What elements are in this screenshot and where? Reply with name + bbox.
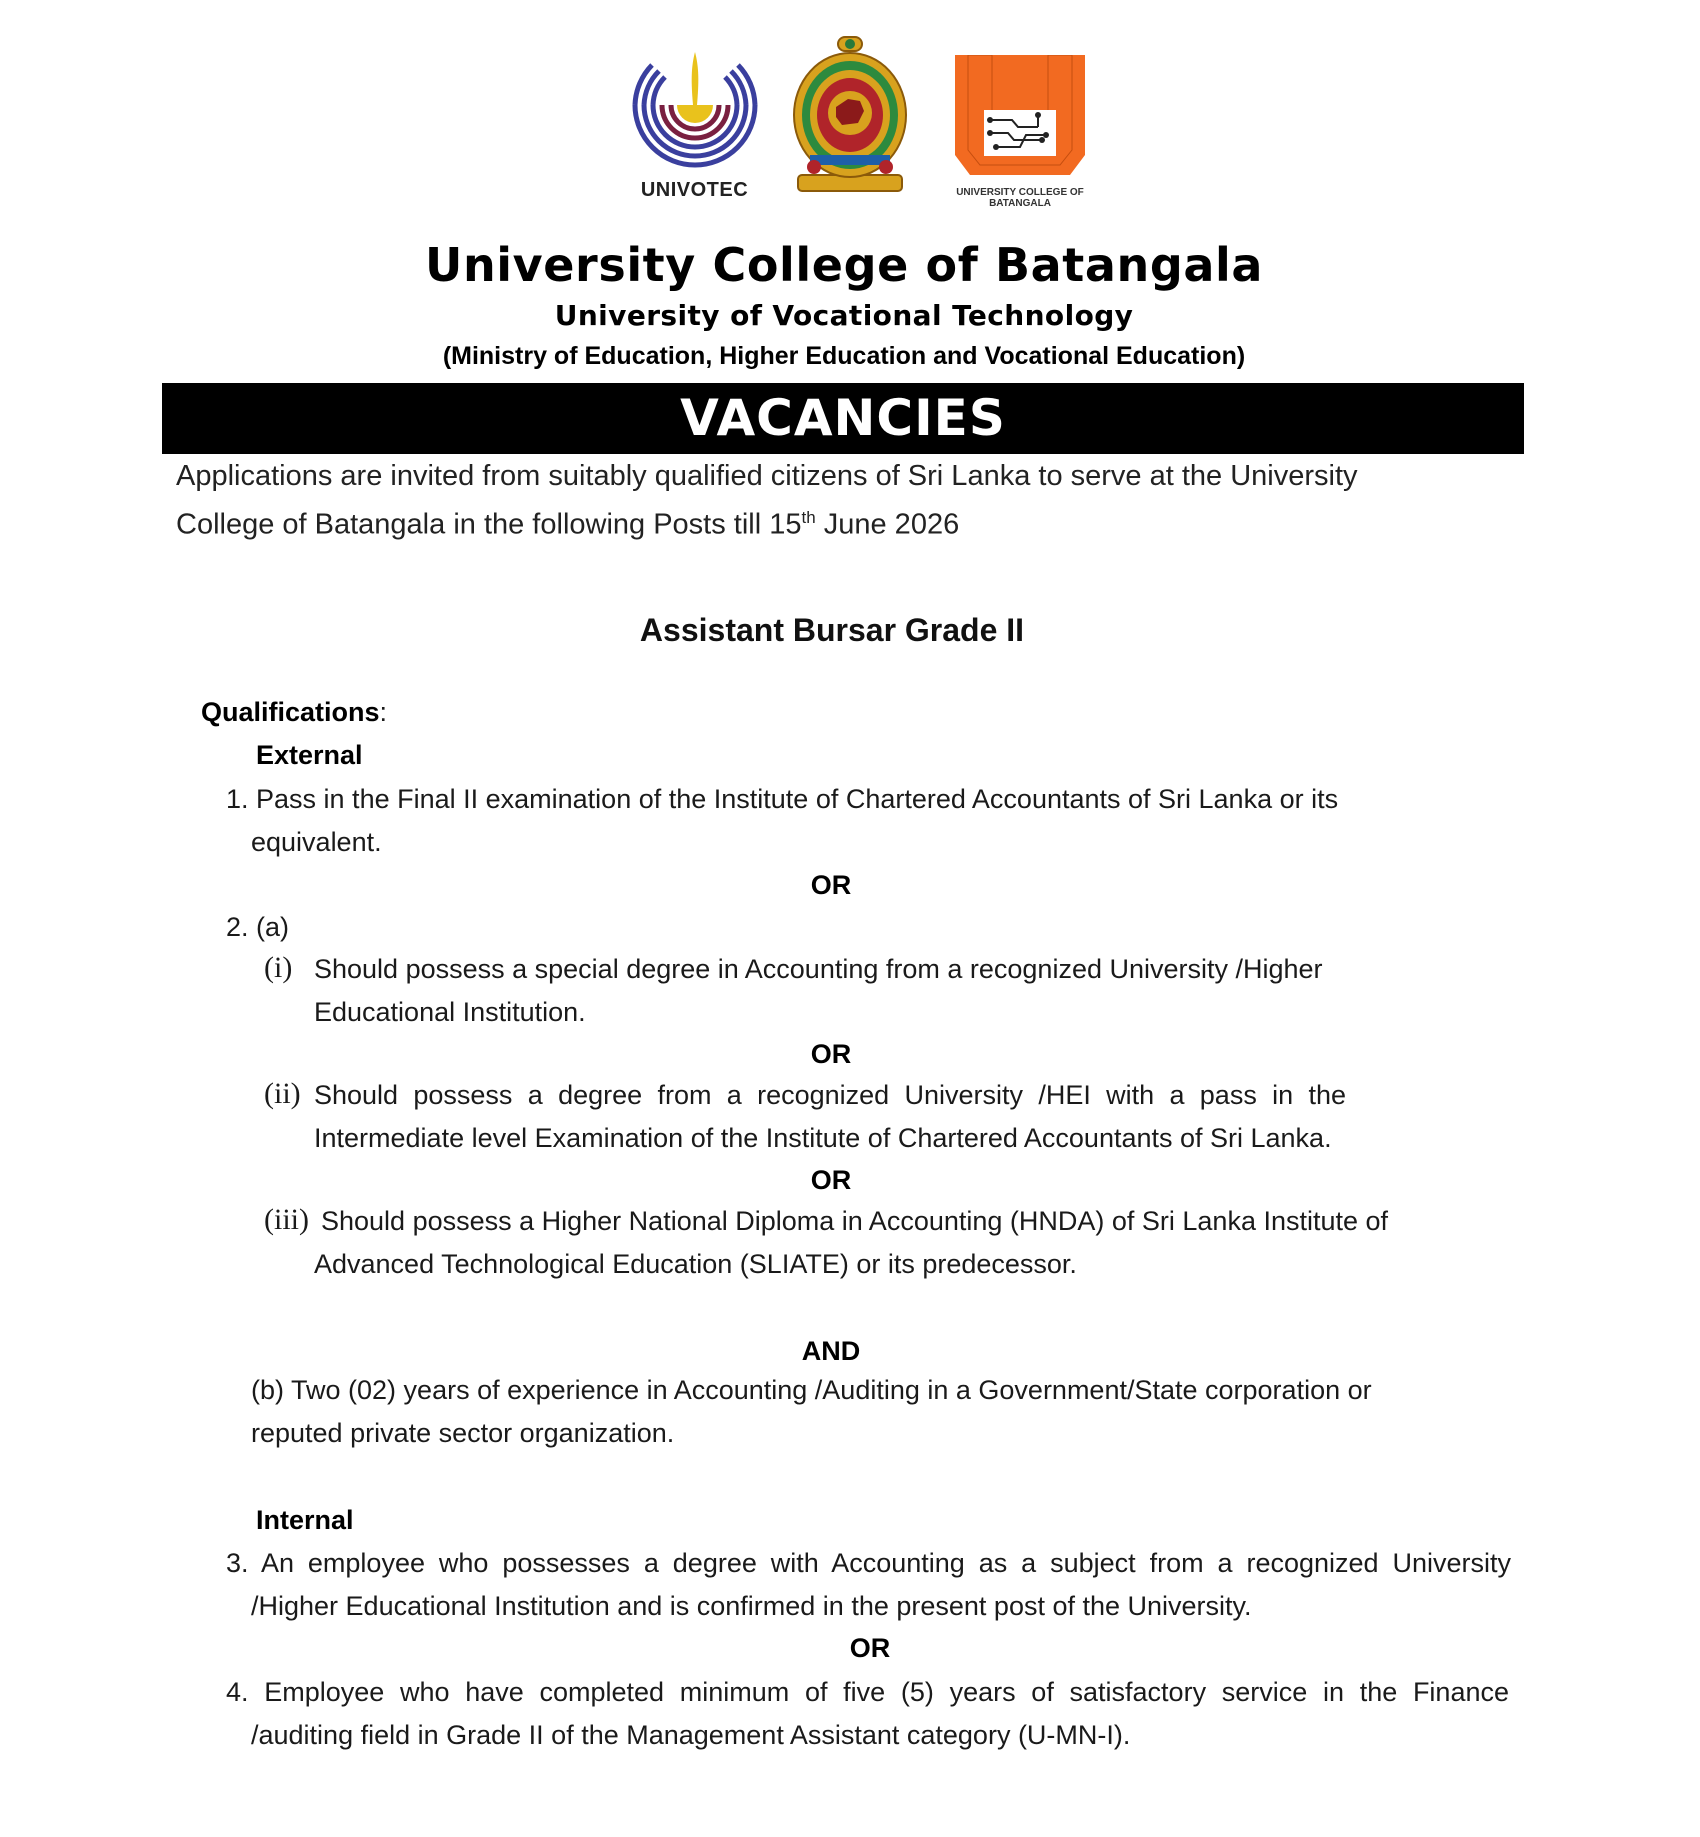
item-1-line-1: 1. Pass in the Final II examination of the Institute of Chartered Accountants of Sri Lanka or its [226, 784, 1339, 814]
external-heading: External [256, 740, 363, 770]
sri-lanka-emblem [790, 35, 910, 195]
sub-i-numeral: (i) [264, 951, 293, 984]
page-subtitle: University of Vocational Technology [554, 299, 1134, 332]
intro-line-1: Applications are invited from suitably qualified citizens of Sri Lanka to serve at the University [176, 460, 1358, 492]
intro-line-2-suffix: June 2026 [815, 508, 960, 541]
intro-paragraph [176, 455, 1506, 546]
sub-ii-line-2: Intermediate level Examination of the Institute of Chartered Accountants of Sri Lanka. [314, 1123, 1332, 1153]
ministry-line: (Ministry of Education, Higher Education and Vocational Education) [442, 342, 1246, 370]
or-separator: OR [810, 1165, 852, 1195]
ucb-logo [950, 55, 1090, 209]
item-3-line-2: /Higher Educational Institution and is confirmed in the present post of the University. [251, 1591, 1252, 1621]
intro-line-2 [176, 497, 1506, 546]
page-title: University College of Batangala [425, 238, 1263, 292]
intro-superscript: th [801, 508, 816, 527]
logo-row [0, 35, 1700, 209]
sub-i-line-2: Educational Institution. [314, 997, 586, 1027]
sub-iii-line-2: Advanced Technological Education (SLIATE) or its predecessor. [314, 1249, 1077, 1279]
post-title: Assistant Bursar Grade II [639, 612, 1025, 648]
intro-line-2-prefix: College of Batangala in the following Posts till 15 [176, 508, 802, 541]
and-separator: AND [801, 1336, 861, 1366]
item-2-label: 2. (a) [226, 912, 290, 942]
sub-i-line-1: Should possess a special degree in Accounting from a recognized University /Higher [314, 954, 1323, 984]
sub-ii-numeral: (ii) [264, 1077, 301, 1110]
ucb-shield-icon [950, 55, 1090, 180]
qualifications-label: Qualifications [201, 697, 380, 727]
or-separator: OR [849, 1633, 891, 1663]
univotec-logo [627, 47, 762, 207]
item-4-line-1: 4. Employee who have completed minimum of five (5) years of satisfactory service in the Finance [226, 1677, 1509, 1707]
national-emblem-icon [790, 35, 910, 195]
internal-heading: Internal [256, 1505, 354, 1535]
item-3-line-1: 3. An employee who possesses a degree with Accounting as a subject from a recognized University [226, 1548, 1511, 1578]
item-2b-line-2: reputed private sector organization. [251, 1418, 675, 1448]
item-1-line-2: equivalent. [251, 827, 382, 857]
qualifications-colon: : [379, 697, 388, 727]
univotec-caption: UNIVOTEC [640, 179, 749, 201]
ucb-caption: UNIVERSITY COLLEGE OF BATANGALA [956, 187, 1084, 209]
sub-ii-line-1: Should possess a degree from a recognized University /HEI with a pass in the [314, 1080, 1346, 1110]
vacancies-banner: VACANCIES [162, 383, 1524, 454]
sub-iii-numeral: (iii) [264, 1203, 309, 1236]
univotec-emblem-icon [627, 47, 762, 177]
or-separator: OR [810, 1039, 852, 1069]
or-separator: OR [810, 870, 852, 900]
item-2b-line-1: (b) Two (02) years of experience in Accounting /Auditing in a Government/State corporation or [251, 1375, 1372, 1405]
qualifications-heading [201, 691, 387, 734]
sub-iii-line-1: Should possess a Higher National Diploma in Accounting (HNDA) of Sri Lanka Institute of [321, 1206, 1389, 1236]
item-4-line-2: /auditing field in Grade II of the Management Assistant category (U-MN-I). [251, 1720, 1131, 1750]
